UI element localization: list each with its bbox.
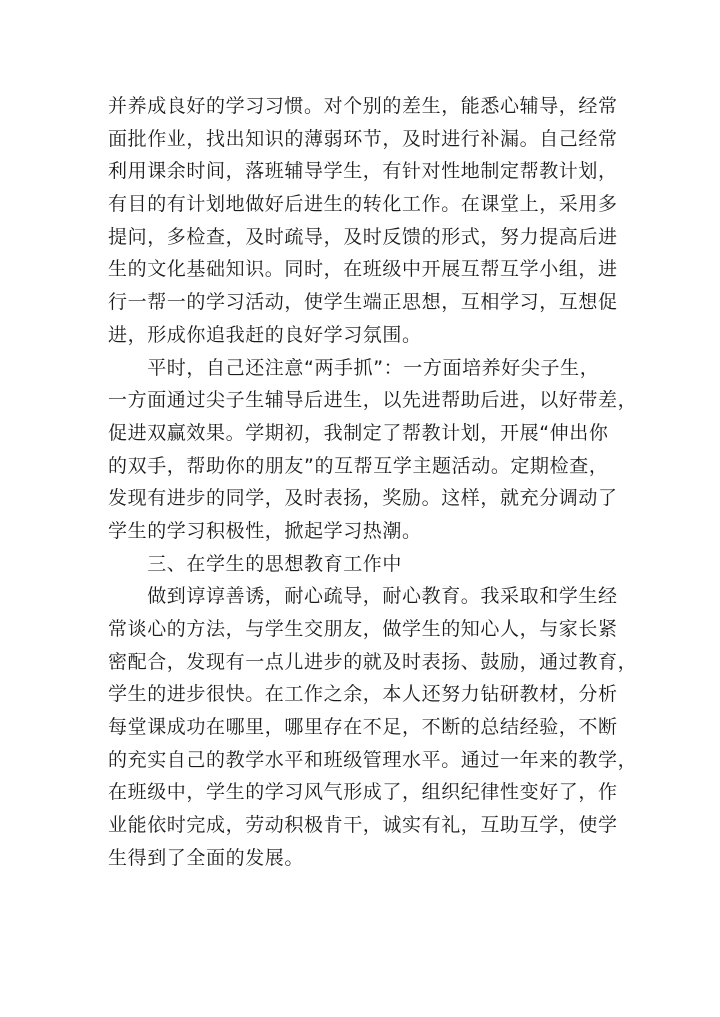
text-line: 学生的学习积极性，掀起学习热潮。	[108, 519, 422, 542]
text-line: 业能依时完成，劳动积极肯干，诚实有礼，互助互学，使学	[108, 814, 618, 837]
text-line: 进，形成你追我赶的良好学习氛围。	[108, 323, 422, 346]
text-line: 提问，多检查，及时疏导，及时反馈的形式，努力提高后进	[108, 225, 618, 248]
text-line: 每堂课成功在哪里，哪里存在不足，不断的总结经验，不断	[108, 716, 618, 739]
text-line: 一方面通过尖子生辅导后进生，以先进帮助后进，以好带差，	[108, 389, 638, 412]
text-line: 生得到了全面的发展。	[108, 846, 305, 869]
text-line: 行一帮一的学习活动，使学生端正思想，互相学习，互想促	[108, 291, 618, 314]
text-line: 利用课余时间，落班辅导学生，有针对性地制定帮教计划，	[108, 160, 618, 183]
text-line: 有目的有计划地做好后进生的转化工作。在课堂上，采用多	[108, 193, 618, 216]
text-line: 并养成良好的学习习惯。对个别的差生，能悉心辅导，经常	[108, 95, 618, 117]
text-line: 面批作业，找出知识的薄弱环节，及时进行补漏。自己经常	[108, 127, 618, 150]
text-line: 在班级中，学生的学习风气形成了，组织纪律性变好了，作	[108, 781, 618, 804]
text-line: 发现有进步的同学，及时表扬，奖励。这样，就充分调动了	[108, 487, 618, 510]
text-line: 学生的进步很快。在工作之余，本人还努力钻研教材，分析	[108, 683, 618, 706]
text-line: 生的文化基础知识。同时，在班级中开展互帮互学小组，进	[108, 258, 618, 281]
text-line: 常谈心的方法，与学生交朋友，做学生的知心人，与家长紧	[108, 618, 618, 640]
body-text	[108, 90, 638, 875]
text-line: 密配合，发现有一点儿进步的就及时表扬、鼓励，通过教育，	[108, 650, 638, 673]
text-line: 促进双赢效果。学期初，我制定了帮教计划，开展“伸出你	[108, 421, 609, 444]
text-line: 的充实自己的教学水平和班级管理水平。通过一年来的教学，	[108, 748, 638, 771]
text-line: 平时，自己还注意“两手抓”：一方面培养好尖子生，	[108, 356, 600, 379]
text-line: 的双手，帮助你的朋友”的互帮互学主题活动。定期检查，	[108, 454, 609, 477]
section-heading: 三、在学生的思想教育工作中	[108, 552, 403, 575]
text-line: 做到谆谆善诱，耐心疏导，耐心教育。我采取和学生经	[108, 585, 618, 608]
